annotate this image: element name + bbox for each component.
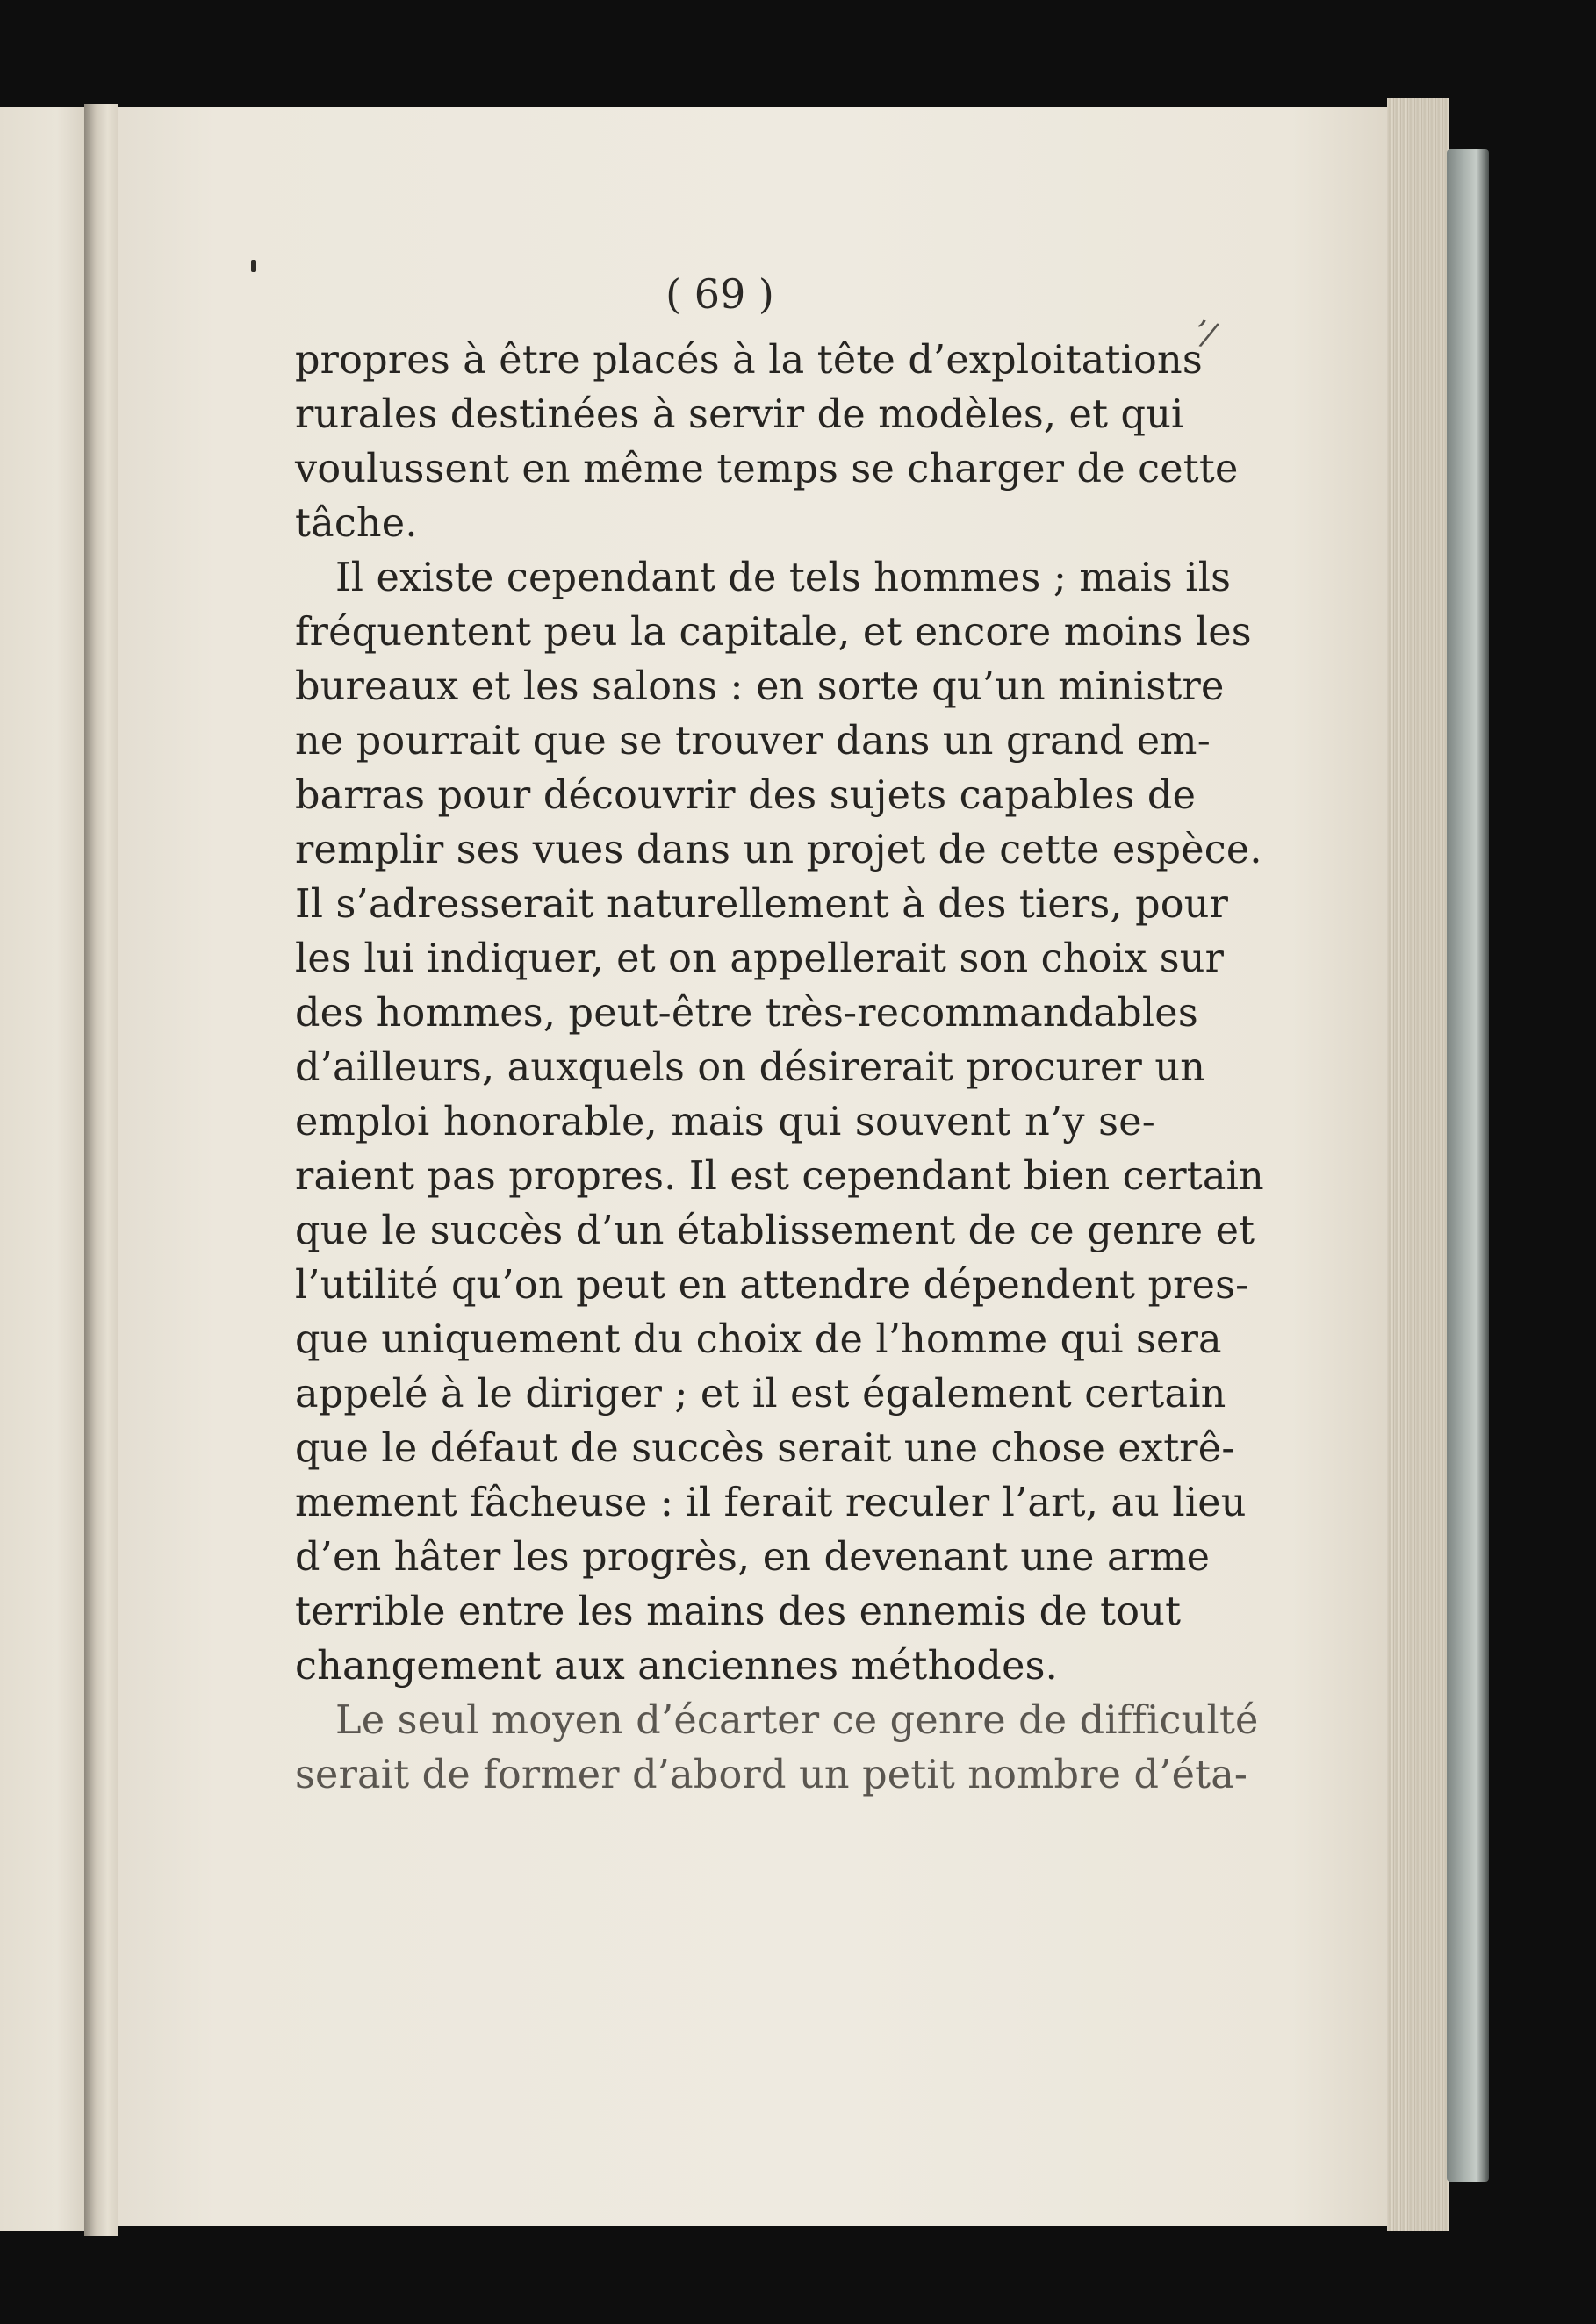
text-line: que le défaut de succès serait une chose extrê- xyxy=(295,1426,1235,1471)
text-line: d’en hâter les progrès, en devenant une arme xyxy=(295,1535,1211,1580)
text-line: des hommes, peut-être très-recommandables xyxy=(295,991,1198,1036)
text-line: l’utilité qu’on peut en attendre dépendent pres- xyxy=(295,1263,1249,1308)
cover-edge xyxy=(1447,149,1489,2182)
body-text xyxy=(295,334,1264,1803)
text-line: Le seul moyen d’écarter ce genre de difficulté xyxy=(335,1698,1259,1743)
left-page-edge xyxy=(0,107,95,2231)
text-line: voulussent en même temps se charger de cette xyxy=(295,447,1239,491)
text-line: ne pourrait que se trouver dans un grand em- xyxy=(295,719,1211,764)
text-line: changement aux anciennes méthodes. xyxy=(295,1644,1059,1689)
page-block-edge xyxy=(1387,98,1449,2231)
text-line: bureaux et les salons : en sorte qu’un ministre xyxy=(295,664,1225,709)
text-line: raient pas propres. Il est cependant bien certain xyxy=(295,1154,1264,1199)
text-line: tâche. xyxy=(295,501,418,546)
text-line: appelé à le diriger ; et il est également certain xyxy=(295,1372,1226,1417)
book-gutter xyxy=(84,104,118,2236)
text-line: que uniquement du choix de l’homme qui sera xyxy=(295,1317,1222,1362)
page-number: ( 69 ) xyxy=(665,270,774,318)
text-line: fréquentent peu la capitale, et encore moins les xyxy=(295,610,1252,655)
marginal-annotation: ʼ/ xyxy=(1190,313,1219,355)
text-line: d’ailleurs, auxquels on désirerait procurer un xyxy=(295,1045,1206,1090)
text-line: rurales destinées à servir de modèles, et qui xyxy=(295,392,1184,437)
text-line: Il s’adresserait naturellement à des tiers, pour xyxy=(295,882,1229,927)
text-line: les lui indiquer, et on appellerait son choix sur xyxy=(295,936,1225,981)
text-line: terrible entre les mains des ennemis de tout xyxy=(295,1589,1182,1634)
ink-mark xyxy=(251,260,256,272)
text-line: mement fâcheuse : il ferait reculer l’art, au lieu xyxy=(295,1481,1247,1525)
text-line: barras pour découvrir des sujets capables de xyxy=(295,773,1197,818)
text-line: serait de former d’abord un petit nombre d’éta- xyxy=(295,1753,1248,1797)
text-line: que le succès d’un établissement de ce genre et xyxy=(295,1209,1255,1253)
text-line: remplir ses vues dans un projet de cette espèce. xyxy=(295,828,1262,872)
text-line: Il existe cependant de tels hommes ; mais ils xyxy=(335,556,1232,600)
text-line: propres à être placés à la tête d’exploitations xyxy=(295,338,1203,383)
text-line: emploi honorable, mais qui souvent n’y se- xyxy=(295,1100,1155,1144)
